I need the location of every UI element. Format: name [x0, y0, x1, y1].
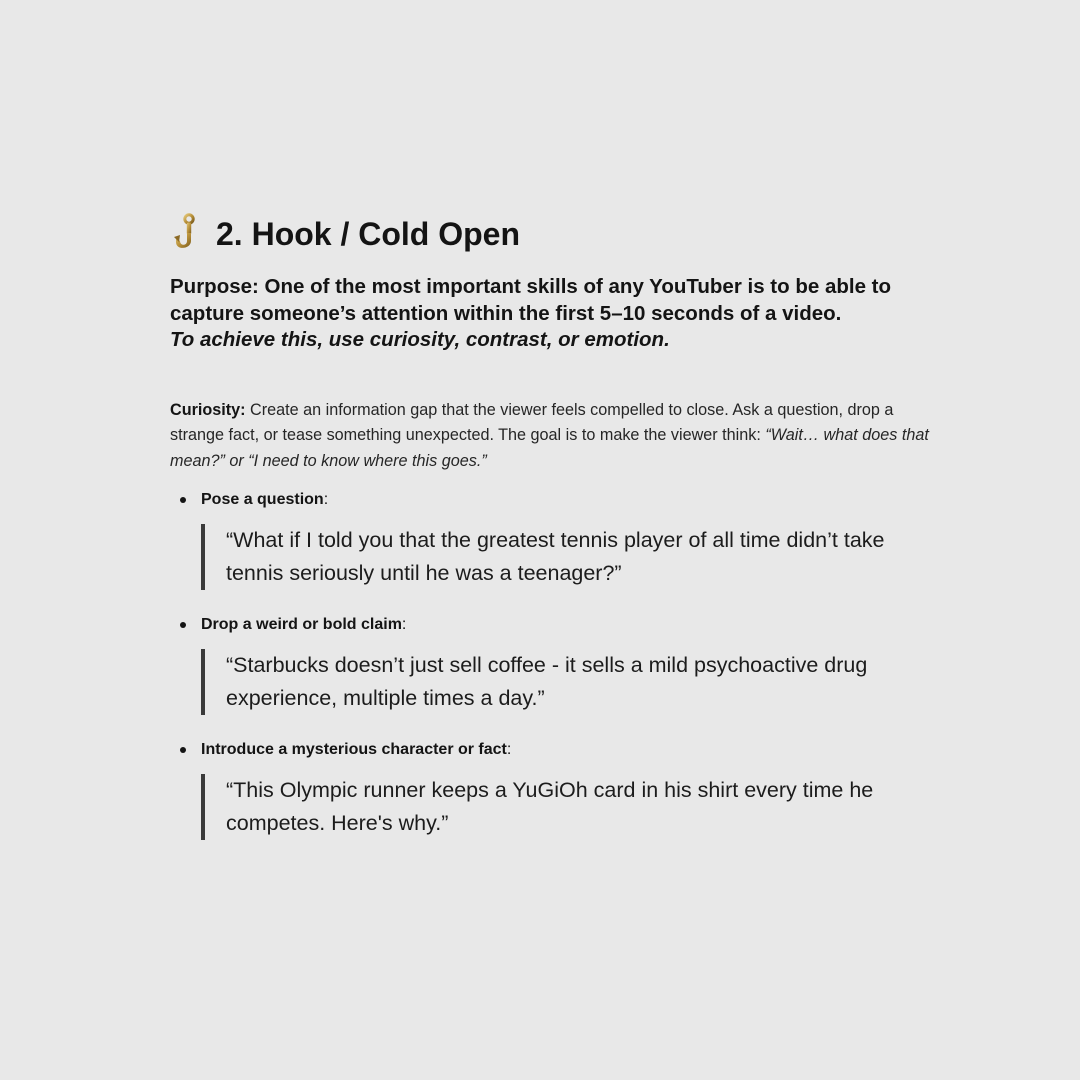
- example-heading: [170, 486, 930, 514]
- list-item: [170, 611, 930, 715]
- curiosity-quote-1: “Wait… what does that mean?”: [170, 426, 929, 470]
- purpose-sep-2: , or: [546, 328, 585, 351]
- keyword-curiosity: curiosity: [369, 328, 455, 351]
- example-quote: “This Olympic runner keeps a YuGiOh card in his shirt every time he competes. Here's why.”: [201, 774, 916, 840]
- list-item: [170, 486, 930, 590]
- example-heading: [170, 611, 930, 639]
- purpose-sep-1: ,: [454, 328, 466, 351]
- curiosity-quote-2: “I need to know where this goes.”: [248, 451, 487, 470]
- section-title: 2. Hook / Cold Open: [216, 215, 521, 252]
- purpose-text: One of the most important skills of any YouTuber is to be able to capture someone’s attention within the first 5–10 seconds of a video.: [170, 275, 892, 325]
- examples-list: [170, 486, 930, 840]
- example-quote: “Starbucks doesn’t just sell coffee - it sells a mild psychoactive drug experience, multiple times a day.”: [201, 649, 916, 715]
- purpose-approach: [170, 328, 670, 351]
- example-quote: “What if I told you that the greatest tennis player of all time didn’t take tennis seriously until he was a teenager?”: [201, 524, 916, 590]
- example-label: Drop a weird or bold claim: [201, 616, 402, 633]
- bullet-icon: [180, 747, 186, 753]
- hook-icon: [170, 213, 204, 255]
- keyword-emotion: emotion: [584, 328, 665, 351]
- curiosity-text: Create an information gap that the viewer feels compelled to close. Ask a question, drop a strange fact, or tease something unexpected. The goal is to make the viewer think:: [170, 400, 894, 444]
- curiosity-paragraph: [170, 398, 930, 475]
- purpose-approach-prefix: To achieve this, use: [170, 328, 370, 351]
- example-colon: :: [401, 616, 407, 633]
- document-content: [170, 208, 930, 861]
- keyword-contrast: contrast: [465, 328, 547, 351]
- example-label: Introduce a mysterious character or fact: [201, 741, 507, 758]
- purpose-paragraph: [170, 274, 930, 354]
- example-colon: :: [323, 491, 329, 508]
- bullet-icon: [180, 497, 186, 503]
- list-item: [170, 736, 930, 840]
- purpose-end: .: [664, 328, 670, 351]
- section-heading: [170, 208, 930, 260]
- bullet-icon: [180, 622, 186, 628]
- example-colon: :: [506, 741, 512, 758]
- purpose-label: Purpose:: [170, 275, 259, 298]
- example-label: Pose a question: [201, 491, 324, 508]
- example-heading: [170, 736, 930, 764]
- curiosity-label: Curiosity:: [170, 400, 246, 419]
- curiosity-connector: or: [224, 451, 249, 470]
